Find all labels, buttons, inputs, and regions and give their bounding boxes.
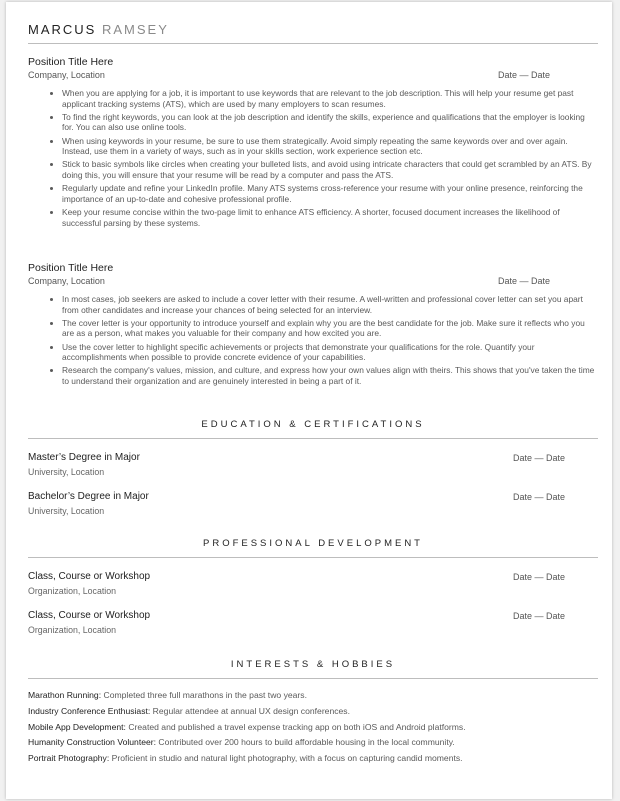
- job-bullet: • When you are applying for a job, it is important to use keywords that are relevant to the job description. This will help your resume get past applicant tracking systems (ATS), which are used by many employers to scan resumes.: [62, 88, 598, 109]
- first-name: MARCUS: [28, 22, 97, 37]
- job-company: Company, Location: [28, 276, 105, 286]
- job-bullet: • The cover letter is your opportunity to introduce yourself and explain why you are the best candidate for the job. Make sure it reflects who you are as a person, what makes you valuable for their company and how excited you are.: [62, 318, 598, 339]
- course-organization: Organization, Location: [28, 625, 117, 635]
- development-divider: [28, 557, 598, 558]
- degree-date: Date — Date: [512, 492, 565, 502]
- interest-item: [28, 753, 598, 769]
- job-title: Position Title Here: [28, 56, 114, 68]
- job-bullet: • In most cases, job seekers are asked to include a cover letter with their resume. A well-written and professional cover letter can set you apart from other candidates and increase your chances of being selected for an interview.: [62, 294, 598, 315]
- development-heading: PROFESSIONAL DEVELOPMENT: [203, 538, 423, 549]
- interest-label: Portrait Photography:: [28, 753, 110, 764]
- interest-label: Marathon Running:: [28, 690, 102, 700]
- job-date: Date — Date: [497, 70, 550, 80]
- degree-institution: University, Location: [28, 506, 105, 516]
- interests-heading: INTERESTS & HOBBIES: [230, 659, 396, 670]
- course-title: Class, Course or Workshop: [28, 610, 151, 621]
- education-divider: [28, 438, 598, 439]
- resume-page: [6, 2, 612, 799]
- interests-list: [28, 690, 598, 769]
- course-title: Class, Course or Workshop: [28, 571, 151, 582]
- header-divider: [28, 43, 598, 44]
- interest-text: Completed three full marathons in the past two years.: [101, 690, 307, 700]
- interests-divider: [28, 678, 598, 679]
- job-bullet: • Keep your resume concise within the two-page limit to enhance ATS efficiency. A shorter, focused document increases the likelihood of successful parsing by these systems.: [62, 207, 598, 228]
- job-entry: [28, 56, 598, 231]
- job-entry: [28, 262, 598, 389]
- job-bullet: • Regularly update and refine your LinkedIn profile. Many ATS systems cross-reference your resume with your online presence, reinforcing the importance of an up-to-date and cohesive professional profile.: [62, 183, 598, 204]
- job-company: Company, Location: [28, 70, 105, 80]
- education-heading: EDUCATION & CERTIFICATIONS: [201, 419, 425, 430]
- interest-item: [28, 737, 598, 753]
- degree-institution: University, Location: [28, 467, 105, 477]
- interest-text: Regular attendee at annual UX design conferences.: [150, 705, 350, 716]
- interest-text: Contributed over 200 hours to build affordable housing in the local community.: [156, 737, 455, 748]
- course-organization: Organization, Location: [28, 586, 117, 596]
- job-bullet: • To find the right keywords, you can look at the job description and identify the skills, experience and qualifications that the employer is looking for. You can also use online tools.: [62, 112, 598, 133]
- resume-name: [28, 22, 598, 37]
- degree-title: Master’s Degree in Major: [28, 452, 140, 463]
- education-entry: [28, 491, 598, 516]
- course-date: Date — Date: [512, 572, 565, 582]
- degree-title: Bachelor’s Degree in Major: [28, 491, 149, 502]
- last-name: RAMSEY: [101, 22, 169, 37]
- job-bullet: • Use the cover letter to highlight specific achievements or projects that demonstrate your qualifications for the role. Quantify your accomplishments when possible to provide concrete evidence of your capabilities.: [62, 342, 598, 363]
- degree-date: Date — Date: [512, 453, 565, 463]
- job-bullet: • Research the company's values, mission, and culture, and express how your own values align with theirs. This shows that you've taken the time to understand their organization and are genuinely interested in being a part of it.: [62, 365, 598, 386]
- interest-item: [28, 722, 598, 738]
- development-entry: [28, 571, 598, 596]
- course-date: Date — Date: [512, 611, 565, 621]
- interest-item: [28, 690, 598, 706]
- interest-label: Mobile App Development:: [28, 721, 126, 732]
- interest-label: Industry Conference Enthusiast:: [28, 705, 151, 716]
- interest-item: [28, 706, 598, 722]
- job-bullet: • Stick to basic symbols like circles when creating your bulleted lists, and avoid using intricate characters that could get scrambled by an ATS. By doing this, you will ensure that your resume will be read by a computer and pass the ATS.: [62, 159, 598, 180]
- interest-text: Proficient in studio and natural light photography, with a focus on capturing candid moments.: [109, 753, 463, 764]
- education-entry: [28, 452, 598, 477]
- development-entry: [28, 610, 598, 635]
- interest-text: Created and published a travel expense tracking app on both iOS and Android platforms.: [125, 721, 466, 732]
- job-bullet: • When using keywords in your resume, be sure to use them strategically. Avoid simply repeating the same keywords over and over again. Instead, use them in a variety of ways, such as in your skills section, work experience section etc.: [62, 136, 598, 157]
- job-bullets: [28, 88, 598, 228]
- interest-label: Humanity Construction Volunteer:: [28, 737, 157, 748]
- job-bullets: [28, 294, 598, 387]
- job-title: Position Title Here: [28, 262, 114, 274]
- job-date: Date — Date: [497, 276, 550, 286]
